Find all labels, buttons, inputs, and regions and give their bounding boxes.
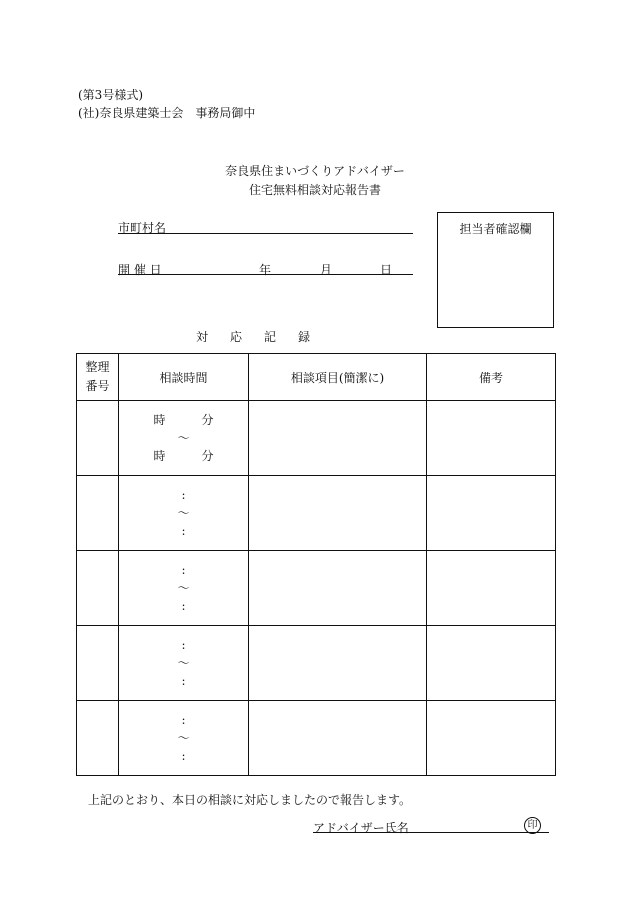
recipient: (社)奈良県建築士会 事務局御中 [78,106,256,120]
start-colon: : [181,563,186,577]
hour-unit: 時 [153,413,166,427]
start-colon: : [181,638,186,652]
table-row [77,476,556,551]
time-cell[interactable] [119,701,249,776]
document-title-line1: 奈良県住まいづくりアドバイザー [225,164,405,178]
topic-cell[interactable] [249,401,427,476]
header-time: 相談時間 [119,354,249,401]
day-unit: 日 [380,263,393,277]
tilde: 〜 [177,581,190,595]
municipality-label: 市町村名 [118,221,167,235]
remarks-cell[interactable] [427,401,556,476]
year-unit: 年 [259,263,272,277]
date-field[interactable] [118,274,413,275]
advisor-name-label: アドバイザー氏名 [313,821,409,835]
minute-unit: 分 [201,449,214,463]
minute-unit: 分 [201,413,214,427]
number-cell[interactable] [77,401,119,476]
end-time [119,447,248,465]
table-row [77,401,556,476]
end-colon: : [181,524,186,538]
remarks-cell[interactable] [427,476,556,551]
start-colon: : [181,488,186,502]
consultation-record-table [76,353,556,776]
remarks-cell[interactable] [427,626,556,701]
end-colon: : [181,749,186,763]
number-cell[interactable] [77,476,119,551]
number-cell[interactable] [77,701,119,776]
time-cell[interactable] [119,401,249,476]
date-label: 開 催 日 [118,263,162,277]
time-cell[interactable] [119,476,249,551]
table-header-row [77,354,556,401]
municipality-field[interactable] [118,233,413,234]
start-colon: : [181,713,186,727]
table-row [77,701,556,776]
tilde: 〜 [177,656,190,670]
header-topic: 相談項目(簡潔に) [249,354,427,401]
document-title-line2: 住宅無料相談対応報告書 [248,183,381,197]
remarks-cell[interactable] [427,701,556,776]
hour-unit: 時 [153,449,166,463]
header-number [77,354,119,401]
tilde: 〜 [177,506,190,520]
header-remarks: 備考 [427,354,556,401]
topic-cell[interactable] [249,701,427,776]
record-title: 対応記録 [196,330,333,344]
end-colon: : [181,599,186,613]
topic-cell[interactable] [249,476,427,551]
number-cell[interactable] [77,551,119,626]
time-cell[interactable] [119,626,249,701]
table-row [77,626,556,701]
header-number-line1: 整理 [85,360,110,374]
remarks-cell[interactable] [427,551,556,626]
staff-confirmation-box[interactable] [437,212,554,328]
tilde: 〜 [177,431,190,445]
start-time [119,411,248,429]
header-number-line2: 番号 [85,379,110,393]
month-unit: 月 [320,263,333,277]
end-colon: : [181,674,186,688]
staff-confirmation-title: 担当者確認欄 [459,222,532,236]
topic-cell[interactable] [249,551,427,626]
table-row [77,551,556,626]
advisor-name-field[interactable] [313,832,549,833]
tilde: 〜 [177,731,190,745]
time-cell[interactable] [119,551,249,626]
report-statement: 上記のとおり、本日の相談に対応しましたので報告します。 [88,793,412,807]
number-cell[interactable] [77,626,119,701]
form-number: (第3号様式) [78,88,143,102]
topic-cell[interactable] [249,626,427,701]
seal-mark: 印 [524,817,541,834]
